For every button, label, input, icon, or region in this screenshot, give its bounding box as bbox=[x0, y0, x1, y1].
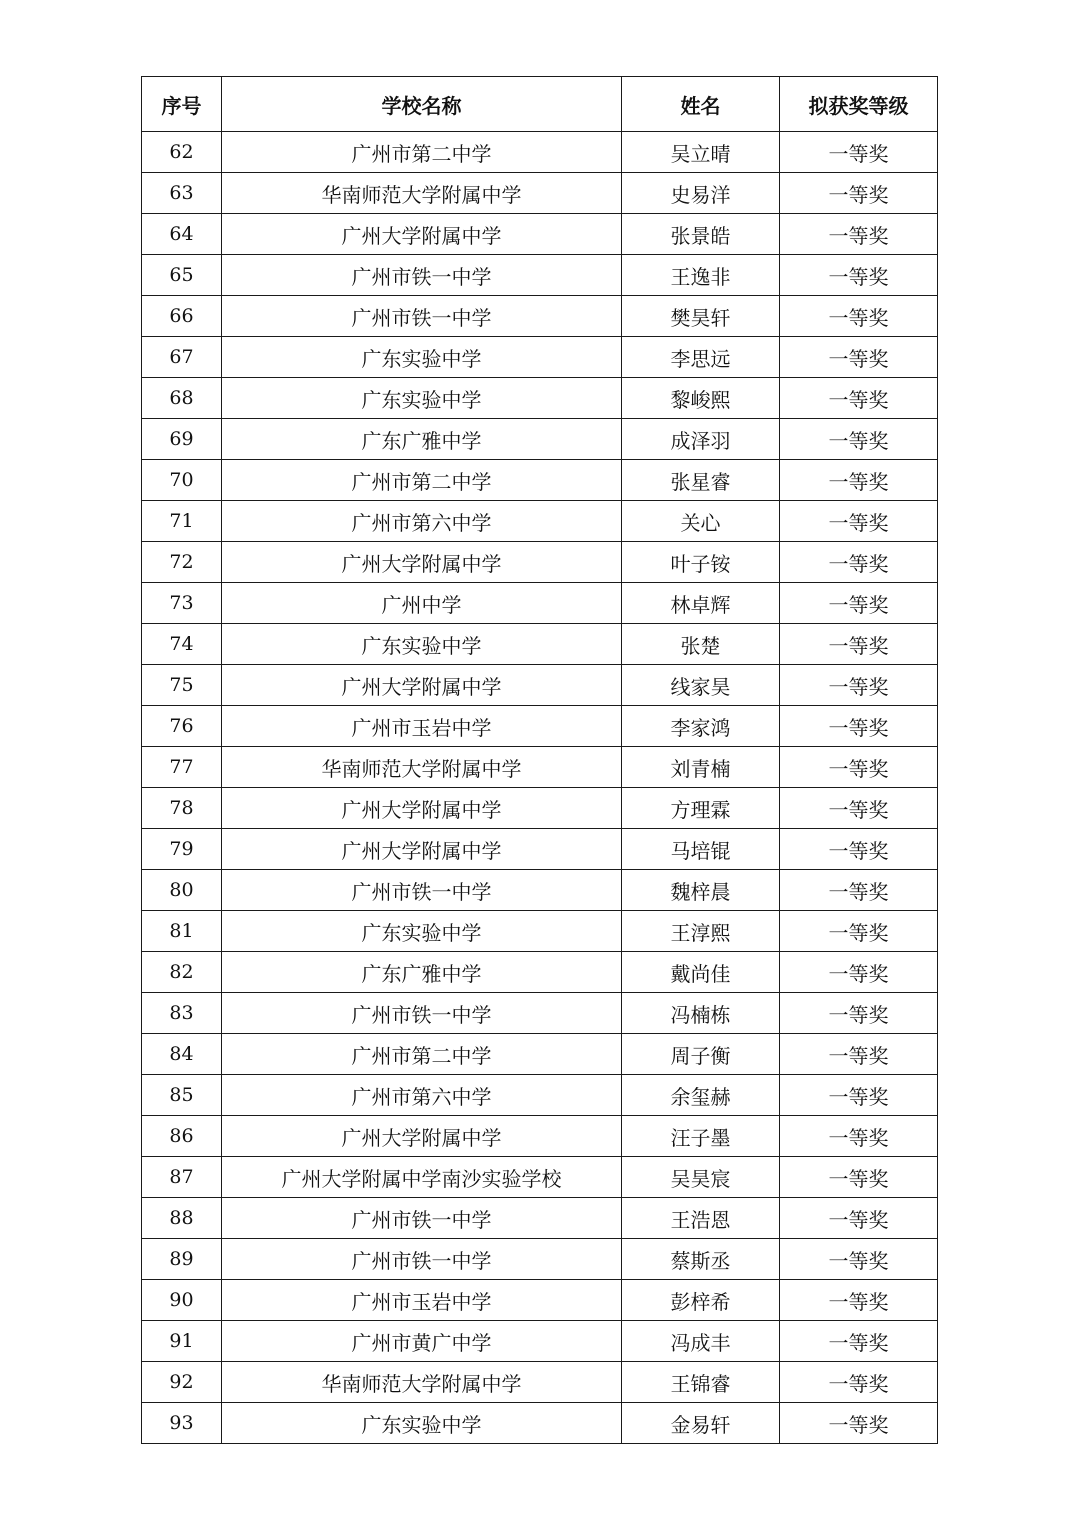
table-row bbox=[142, 665, 938, 706]
cell-award-level: 一等奖 bbox=[780, 1239, 938, 1280]
table-row bbox=[142, 1198, 938, 1239]
cell-serial-number: 81 bbox=[142, 911, 222, 952]
table-row bbox=[142, 1321, 938, 1362]
cell-serial-number: 78 bbox=[142, 788, 222, 829]
cell-award-level: 一等奖 bbox=[780, 1321, 938, 1362]
cell-serial-number: 87 bbox=[142, 1157, 222, 1198]
cell-school-name: 广东实验中学 bbox=[222, 378, 622, 419]
table-row bbox=[142, 132, 938, 173]
cell-student-name: 汪子墨 bbox=[622, 1116, 780, 1157]
cell-serial-number: 65 bbox=[142, 255, 222, 296]
cell-serial-number: 80 bbox=[142, 870, 222, 911]
cell-student-name: 王锦睿 bbox=[622, 1362, 780, 1403]
cell-serial-number: 83 bbox=[142, 993, 222, 1034]
cell-school-name: 广州市铁一中学 bbox=[222, 993, 622, 1034]
cell-student-name: 王逸非 bbox=[622, 255, 780, 296]
cell-serial-number: 85 bbox=[142, 1075, 222, 1116]
table-row bbox=[142, 870, 938, 911]
cell-student-name: 王浩恩 bbox=[622, 1198, 780, 1239]
cell-serial-number: 90 bbox=[142, 1280, 222, 1321]
cell-school-name: 广东实验中学 bbox=[222, 337, 622, 378]
cell-school-name: 广州大学附属中学 bbox=[222, 829, 622, 870]
cell-school-name: 广东广雅中学 bbox=[222, 952, 622, 993]
table-row bbox=[142, 214, 938, 255]
cell-school-name: 广州大学附属中学 bbox=[222, 214, 622, 255]
header-row bbox=[142, 77, 938, 132]
cell-serial-number: 70 bbox=[142, 460, 222, 501]
cell-serial-number: 91 bbox=[142, 1321, 222, 1362]
table-header bbox=[142, 77, 938, 132]
cell-serial-number: 69 bbox=[142, 419, 222, 460]
cell-student-name: 李家鸿 bbox=[622, 706, 780, 747]
cell-serial-number: 74 bbox=[142, 624, 222, 665]
cell-school-name: 华南师范大学附属中学 bbox=[222, 747, 622, 788]
cell-serial-number: 68 bbox=[142, 378, 222, 419]
cell-student-name: 樊昊轩 bbox=[622, 296, 780, 337]
cell-student-name: 黎峻熙 bbox=[622, 378, 780, 419]
cell-student-name: 刘青楠 bbox=[622, 747, 780, 788]
cell-student-name: 蔡斯丞 bbox=[622, 1239, 780, 1280]
cell-serial-number: 77 bbox=[142, 747, 222, 788]
table-row bbox=[142, 624, 938, 665]
cell-serial-number: 67 bbox=[142, 337, 222, 378]
cell-award-level: 一等奖 bbox=[780, 1075, 938, 1116]
cell-school-name: 广东实验中学 bbox=[222, 911, 622, 952]
cell-student-name: 金易轩 bbox=[622, 1403, 780, 1444]
cell-serial-number: 92 bbox=[142, 1362, 222, 1403]
cell-school-name: 广州市第二中学 bbox=[222, 1034, 622, 1075]
cell-school-name: 广州市玉岩中学 bbox=[222, 706, 622, 747]
cell-student-name: 周子衡 bbox=[622, 1034, 780, 1075]
cell-serial-number: 84 bbox=[142, 1034, 222, 1075]
table-row bbox=[142, 501, 938, 542]
cell-school-name: 华南师范大学附属中学 bbox=[222, 1362, 622, 1403]
cell-serial-number: 76 bbox=[142, 706, 222, 747]
award-list-table bbox=[141, 76, 938, 1444]
cell-student-name: 冯成丰 bbox=[622, 1321, 780, 1362]
table-row bbox=[142, 1280, 938, 1321]
cell-school-name: 广东实验中学 bbox=[222, 624, 622, 665]
cell-school-name: 广州市铁一中学 bbox=[222, 296, 622, 337]
cell-school-name: 广州市第六中学 bbox=[222, 501, 622, 542]
cell-serial-number: 66 bbox=[142, 296, 222, 337]
cell-school-name: 广州大学附属中学 bbox=[222, 788, 622, 829]
table-row bbox=[142, 1403, 938, 1444]
cell-serial-number: 62 bbox=[142, 132, 222, 173]
cell-award-level: 一等奖 bbox=[780, 1198, 938, 1239]
cell-serial-number: 93 bbox=[142, 1403, 222, 1444]
cell-award-level: 一等奖 bbox=[780, 747, 938, 788]
table-row bbox=[142, 255, 938, 296]
cell-school-name: 华南师范大学附属中学 bbox=[222, 173, 622, 214]
cell-serial-number: 86 bbox=[142, 1116, 222, 1157]
cell-student-name: 李思远 bbox=[622, 337, 780, 378]
cell-serial-number: 82 bbox=[142, 952, 222, 993]
cell-award-level: 一等奖 bbox=[780, 952, 938, 993]
table-row bbox=[142, 1157, 938, 1198]
header-award-level: 拟获奖等级 bbox=[780, 77, 938, 132]
table-row bbox=[142, 1034, 938, 1075]
cell-school-name: 广州中学 bbox=[222, 583, 622, 624]
cell-student-name: 叶子铵 bbox=[622, 542, 780, 583]
cell-award-level: 一等奖 bbox=[780, 378, 938, 419]
cell-serial-number: 71 bbox=[142, 501, 222, 542]
cell-serial-number: 63 bbox=[142, 173, 222, 214]
cell-serial-number: 88 bbox=[142, 1198, 222, 1239]
cell-award-level: 一等奖 bbox=[780, 255, 938, 296]
cell-school-name: 广州市第二中学 bbox=[222, 460, 622, 501]
table-row bbox=[142, 1239, 938, 1280]
cell-award-level: 一等奖 bbox=[780, 706, 938, 747]
cell-school-name: 广州市铁一中学 bbox=[222, 1239, 622, 1280]
cell-student-name: 成泽羽 bbox=[622, 419, 780, 460]
table-row bbox=[142, 706, 938, 747]
cell-school-name: 广州市铁一中学 bbox=[222, 255, 622, 296]
cell-award-level: 一等奖 bbox=[780, 337, 938, 378]
cell-serial-number: 64 bbox=[142, 214, 222, 255]
cell-award-level: 一等奖 bbox=[780, 296, 938, 337]
cell-award-level: 一等奖 bbox=[780, 173, 938, 214]
cell-student-name: 冯楠栋 bbox=[622, 993, 780, 1034]
header-serial-number: 序号 bbox=[142, 77, 222, 132]
cell-school-name: 广州市黄广中学 bbox=[222, 1321, 622, 1362]
cell-award-level: 一等奖 bbox=[780, 214, 938, 255]
table-row bbox=[142, 829, 938, 870]
cell-serial-number: 79 bbox=[142, 829, 222, 870]
cell-school-name: 广州市铁一中学 bbox=[222, 870, 622, 911]
cell-serial-number: 75 bbox=[142, 665, 222, 706]
cell-award-level: 一等奖 bbox=[780, 993, 938, 1034]
table-row bbox=[142, 1362, 938, 1403]
cell-award-level: 一等奖 bbox=[780, 419, 938, 460]
cell-school-name: 广州市第六中学 bbox=[222, 1075, 622, 1116]
table-row bbox=[142, 296, 938, 337]
cell-award-level: 一等奖 bbox=[780, 788, 938, 829]
cell-school-name: 广东广雅中学 bbox=[222, 419, 622, 460]
table-row bbox=[142, 337, 938, 378]
cell-award-level: 一等奖 bbox=[780, 665, 938, 706]
cell-school-name: 广州市玉岩中学 bbox=[222, 1280, 622, 1321]
table-row bbox=[142, 542, 938, 583]
table-row bbox=[142, 788, 938, 829]
table-row bbox=[142, 460, 938, 501]
cell-student-name: 张楚 bbox=[622, 624, 780, 665]
cell-award-level: 一等奖 bbox=[780, 911, 938, 952]
table-row bbox=[142, 952, 938, 993]
table-row bbox=[142, 1116, 938, 1157]
table-row bbox=[142, 378, 938, 419]
cell-award-level: 一等奖 bbox=[780, 624, 938, 665]
cell-student-name: 线家昊 bbox=[622, 665, 780, 706]
cell-student-name: 马培锟 bbox=[622, 829, 780, 870]
cell-award-level: 一等奖 bbox=[780, 1034, 938, 1075]
cell-student-name: 戴尚佳 bbox=[622, 952, 780, 993]
header-student-name: 姓名 bbox=[622, 77, 780, 132]
cell-student-name: 彭梓希 bbox=[622, 1280, 780, 1321]
cell-award-level: 一等奖 bbox=[780, 501, 938, 542]
cell-serial-number: 89 bbox=[142, 1239, 222, 1280]
cell-student-name: 方理霖 bbox=[622, 788, 780, 829]
table-row bbox=[142, 1075, 938, 1116]
cell-school-name: 广州市第二中学 bbox=[222, 132, 622, 173]
cell-student-name: 关心 bbox=[622, 501, 780, 542]
cell-award-level: 一等奖 bbox=[780, 460, 938, 501]
cell-award-level: 一等奖 bbox=[780, 1157, 938, 1198]
header-school-name: 学校名称 bbox=[222, 77, 622, 132]
cell-serial-number: 72 bbox=[142, 542, 222, 583]
cell-student-name: 吴昊宸 bbox=[622, 1157, 780, 1198]
cell-student-name: 史易洋 bbox=[622, 173, 780, 214]
table-row bbox=[142, 911, 938, 952]
cell-school-name: 广州大学附属中学 bbox=[222, 542, 622, 583]
cell-award-level: 一等奖 bbox=[780, 1116, 938, 1157]
cell-award-level: 一等奖 bbox=[780, 1362, 938, 1403]
cell-award-level: 一等奖 bbox=[780, 542, 938, 583]
table-body bbox=[142, 132, 938, 1444]
cell-student-name: 王淳熙 bbox=[622, 911, 780, 952]
table-row bbox=[142, 173, 938, 214]
cell-serial-number: 73 bbox=[142, 583, 222, 624]
cell-award-level: 一等奖 bbox=[780, 829, 938, 870]
table-row bbox=[142, 583, 938, 624]
cell-student-name: 张景皓 bbox=[622, 214, 780, 255]
cell-student-name: 林卓辉 bbox=[622, 583, 780, 624]
table-row bbox=[142, 747, 938, 788]
cell-award-level: 一等奖 bbox=[780, 583, 938, 624]
cell-student-name: 张星睿 bbox=[622, 460, 780, 501]
cell-school-name: 广州市铁一中学 bbox=[222, 1198, 622, 1239]
cell-student-name: 魏梓晨 bbox=[622, 870, 780, 911]
table-row bbox=[142, 419, 938, 460]
cell-school-name: 广州大学附属中学南沙实验学校 bbox=[222, 1157, 622, 1198]
cell-award-level: 一等奖 bbox=[780, 870, 938, 911]
cell-school-name: 广东实验中学 bbox=[222, 1403, 622, 1444]
table-row bbox=[142, 993, 938, 1034]
cell-student-name: 余玺赫 bbox=[622, 1075, 780, 1116]
cell-student-name: 吴立晴 bbox=[622, 132, 780, 173]
cell-school-name: 广州大学附属中学 bbox=[222, 1116, 622, 1157]
cell-school-name: 广州大学附属中学 bbox=[222, 665, 622, 706]
cell-award-level: 一等奖 bbox=[780, 1403, 938, 1444]
cell-award-level: 一等奖 bbox=[780, 1280, 938, 1321]
cell-award-level: 一等奖 bbox=[780, 132, 938, 173]
